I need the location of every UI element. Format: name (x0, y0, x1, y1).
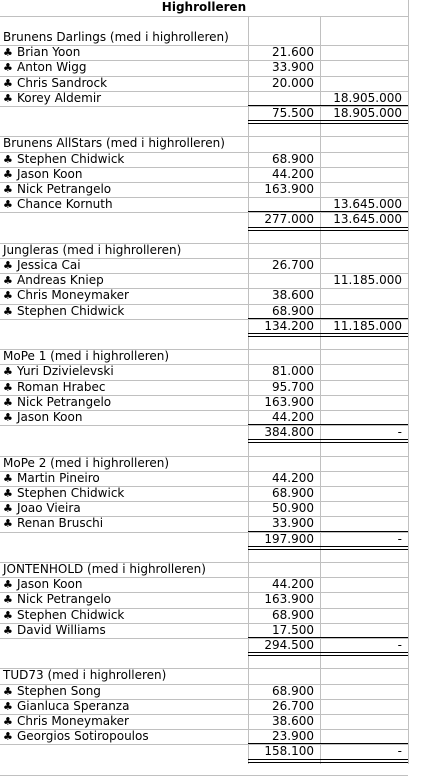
player-value (248, 273, 320, 288)
player-prize (320, 471, 408, 486)
group-total-prize: 18.905.000 (333, 106, 402, 120)
player-prize (320, 684, 408, 699)
player-prize: 13.645.000 (333, 197, 402, 212)
group-name: MoPe 2 (med i highrolleren) (3, 455, 170, 470)
player-prize (320, 395, 408, 410)
player-row (0, 182, 246, 197)
player-name: Jason Koon (17, 577, 83, 592)
club-suit-icon: ♣ (3, 46, 13, 60)
club-suit-icon: ♣ (3, 471, 13, 485)
club-suit-icon: ♣ (3, 487, 13, 500)
player-prize (320, 729, 408, 744)
player-name: Joao Vieira (17, 501, 81, 516)
player-name: Anton Wigg (17, 60, 87, 75)
player-name: Chance Kornuth (17, 197, 113, 212)
group-total-prize: - (397, 638, 402, 652)
player-name: Chris Moneymaker (17, 288, 129, 303)
player-name: Stephen Song (17, 683, 101, 698)
group-total: 134.200 (264, 318, 314, 333)
group-total: 158.100 (264, 744, 314, 759)
group-total: 384.800 (264, 425, 314, 440)
player-row (0, 471, 246, 486)
player-name: Stephen Chidwick (17, 486, 125, 500)
player-value: 44.200 (272, 166, 314, 181)
player-name: Korey Aldemir (17, 90, 102, 105)
player-prize (320, 592, 408, 607)
gridline-row-title (0, 16, 408, 17)
club-suit-icon: ♣ (3, 395, 13, 409)
club-suit-icon: ♣ (3, 730, 13, 744)
player-row (0, 410, 246, 425)
player-value: 38.600 (272, 714, 314, 728)
player-prize (320, 288, 408, 303)
player-prize (320, 152, 408, 167)
club-suit-icon: ♣ (3, 365, 13, 379)
group-total: 75.500 (272, 106, 314, 120)
player-value: 68.900 (272, 486, 314, 500)
player-value: 163.900 (264, 592, 314, 607)
club-suit-icon: ♣ (3, 289, 13, 303)
player-prize (320, 714, 408, 729)
player-name: Stephen Chidwick (17, 607, 125, 622)
gridline-col-end (408, 0, 409, 764)
player-prize: 11.185.000 (333, 273, 402, 288)
club-suit-icon: ♣ (3, 183, 13, 196)
sheet-title: Highrolleren (161, 0, 247, 14)
player-value: 23.900 (272, 729, 314, 744)
player-name: Chris Sandrock (17, 75, 108, 90)
total-double-border (248, 333, 408, 337)
player-row (0, 273, 246, 288)
club-suit-icon: ♣ (3, 517, 13, 531)
player-row (0, 516, 246, 531)
club-suit-icon: ♣ (3, 304, 13, 318)
player-name: Gianluca Speranza (17, 698, 130, 713)
club-suit-icon: ♣ (3, 684, 13, 698)
club-suit-icon: ♣ (3, 198, 13, 212)
club-suit-icon: ♣ (3, 578, 13, 592)
player-name: Nick Petrangelo (17, 394, 112, 409)
player-name: Chris Moneymaker (17, 714, 129, 728)
club-suit-icon: ♣ (3, 152, 13, 166)
player-prize (320, 364, 408, 379)
player-prize (320, 501, 408, 516)
player-value: 17.500 (272, 622, 314, 637)
player-value: 163.900 (264, 394, 314, 409)
club-suit-icon: ♣ (3, 411, 13, 424)
player-value (248, 197, 320, 212)
player-prize (320, 182, 408, 197)
player-row (0, 380, 246, 395)
player-prize (320, 410, 408, 425)
player-name: Martin Pineiro (17, 470, 100, 485)
group-total: 197.900 (264, 531, 314, 546)
club-suit-icon: ♣ (3, 380, 13, 394)
player-value (248, 91, 320, 106)
player-row (0, 167, 246, 182)
player-name: Brian Yoon (17, 45, 81, 60)
club-suit-icon: ♣ (3, 623, 13, 637)
player-row (0, 76, 246, 91)
player-row (0, 288, 246, 303)
player-row (0, 258, 246, 273)
player-value: 44.200 (272, 470, 314, 485)
club-suit-icon: ♣ (3, 91, 13, 105)
player-name: Nick Petrangelo (17, 182, 112, 196)
player-prize (320, 60, 408, 75)
player-row (0, 45, 246, 60)
player-name: Jason Koon (17, 166, 83, 181)
club-suit-icon: ♣ (3, 274, 13, 288)
player-value: 33.900 (272, 60, 314, 75)
player-value: 21.600 (272, 45, 314, 60)
player-row (0, 60, 246, 75)
player-row (0, 623, 246, 638)
group-total-prize: - (397, 425, 402, 440)
total-double-border (248, 759, 408, 763)
player-value: 44.200 (272, 410, 314, 424)
player-name: Roman Hrabec (17, 379, 106, 394)
player-row (0, 501, 246, 516)
club-suit-icon: ♣ (3, 593, 13, 607)
club-suit-icon: ♣ (3, 715, 13, 728)
player-value: 20.000 (272, 75, 314, 90)
player-value: 68.900 (272, 151, 314, 166)
group-name: Brunens AllStars (med i highrolleren) (3, 136, 225, 151)
player-value: 68.900 (272, 683, 314, 698)
player-name: Stephen Chidwick (17, 303, 125, 318)
group-total: 294.500 (264, 638, 314, 652)
player-row (0, 608, 246, 623)
total-double-border (248, 120, 408, 124)
player-value: 38.600 (272, 288, 314, 303)
player-value: 26.700 (272, 258, 314, 272)
player-prize (320, 699, 408, 714)
player-row (0, 684, 246, 699)
player-row (0, 364, 246, 379)
player-name: Yuri Dzivielevski (17, 364, 114, 379)
player-value: 95.700 (272, 379, 314, 394)
group-total: 277.000 (264, 212, 314, 227)
total-double-border (248, 546, 408, 550)
club-suit-icon: ♣ (3, 608, 13, 622)
player-value: 68.900 (272, 607, 314, 622)
player-name: Jessica Cai (17, 258, 81, 272)
club-suit-icon: ♣ (3, 76, 13, 90)
player-prize: 18.905.000 (333, 90, 402, 105)
group-total-prize: 11.185.000 (333, 318, 402, 333)
player-name: David Williams (17, 622, 106, 637)
player-prize (320, 577, 408, 592)
player-prize (320, 45, 408, 60)
player-name: Andreas Kniep (17, 273, 104, 288)
player-prize (320, 258, 408, 273)
player-prize (320, 76, 408, 91)
player-row (0, 197, 246, 212)
group-total-prize: - (397, 531, 402, 546)
player-prize (320, 380, 408, 395)
player-row (0, 577, 246, 592)
player-prize (320, 516, 408, 531)
player-name: Stephen Chidwick (17, 151, 125, 166)
club-suit-icon: ♣ (3, 259, 13, 272)
group-name: MoPe 1 (med i highrolleren) (3, 349, 170, 364)
group-name: JONTENHOLD (med i highrolleren) (3, 562, 206, 576)
total-double-border (248, 652, 408, 656)
player-value: 33.900 (272, 516, 314, 531)
group-total-prize: - (397, 744, 402, 759)
player-row (0, 152, 246, 167)
player-prize (320, 623, 408, 638)
player-name: Georgios Sotiropoulos (17, 729, 149, 744)
player-prize (320, 304, 408, 319)
player-row (0, 91, 246, 106)
player-row (0, 486, 246, 501)
total-double-border (248, 227, 408, 231)
player-value: 26.700 (272, 698, 314, 713)
club-suit-icon: ♣ (3, 699, 13, 713)
club-suit-icon: ♣ (3, 502, 13, 516)
player-row (0, 699, 246, 714)
player-name: Jason Koon (17, 410, 83, 424)
club-suit-icon: ♣ (3, 167, 13, 181)
player-value: 163.900 (264, 182, 314, 196)
club-suit-icon: ♣ (3, 61, 13, 75)
player-row (0, 714, 246, 729)
player-value: 81.000 (272, 364, 314, 379)
player-prize (320, 486, 408, 501)
group-name: TUD73 (med i highrolleren) (3, 668, 167, 683)
total-double-border (248, 439, 408, 443)
player-name: Renan Bruschi (17, 516, 104, 531)
player-value: 44.200 (272, 577, 314, 592)
player-row (0, 304, 246, 319)
group-total-prize: 13.645.000 (333, 212, 402, 227)
player-value: 50.900 (272, 501, 314, 516)
player-prize (320, 608, 408, 623)
group-name: Brunens Darlings (med i highrolleren) (3, 30, 229, 44)
group-name: Jungleras (med i highrolleren) (3, 242, 182, 257)
player-name: Nick Petrangelo (17, 592, 112, 607)
player-prize (320, 167, 408, 182)
player-row (0, 729, 246, 744)
player-row (0, 592, 246, 607)
player-value: 68.900 (272, 303, 314, 318)
player-row (0, 395, 246, 410)
